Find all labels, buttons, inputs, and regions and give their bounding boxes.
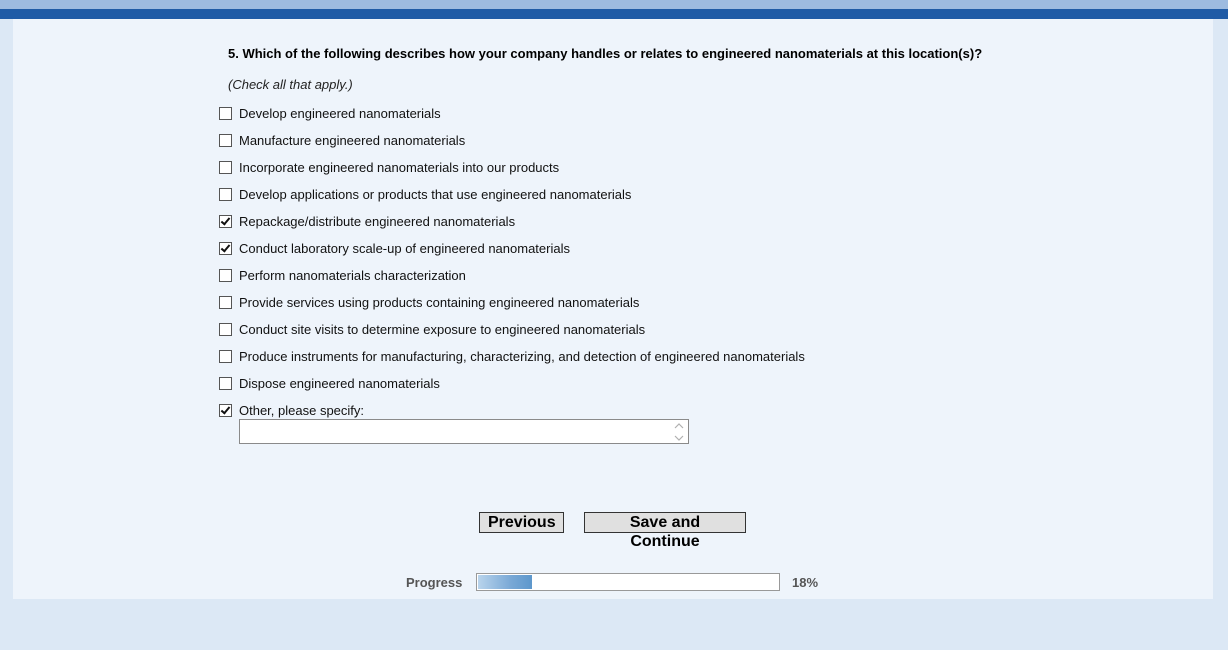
progress-bar [476, 573, 780, 591]
checkbox[interactable] [219, 134, 232, 147]
option-repackage[interactable] [219, 208, 805, 235]
checkbox[interactable] [219, 161, 232, 174]
option-label: Conduct laboratory scale-up of engineered nanomaterials [239, 241, 570, 256]
save-and-continue-button[interactable]: Save and Continue [584, 512, 746, 533]
option-label: Develop engineered nanomaterials [239, 106, 441, 121]
option-instruments[interactable] [219, 343, 805, 370]
scroll-arrows-icon[interactable] [674, 422, 684, 442]
option-manufacture[interactable] [219, 127, 805, 154]
option-label: Manufacture engineered nanomaterials [239, 133, 466, 148]
checkbox[interactable] [219, 377, 232, 390]
option-lab-scale-up[interactable] [219, 235, 805, 262]
checkbox[interactable] [219, 188, 232, 201]
option-label: Other, please specify: [239, 403, 365, 418]
option-label: Provide services using products containing engineered nanomaterials [239, 295, 640, 310]
progress-fill [478, 575, 532, 589]
checkbox[interactable] [219, 107, 232, 120]
option-site-visits[interactable] [219, 316, 805, 343]
progress-percent: 18% [792, 575, 819, 590]
option-develop[interactable] [219, 100, 805, 127]
option-services[interactable] [219, 289, 805, 316]
checkbox[interactable] [219, 323, 232, 336]
checkbox[interactable] [219, 350, 232, 363]
header-bar [0, 9, 1228, 19]
option-develop-applications[interactable] [219, 181, 805, 208]
option-label: Produce instruments for manufacturing, characterizing, and detection of engineered nanomaterials [239, 349, 805, 364]
option-dispose[interactable] [219, 370, 805, 397]
option-label: Dispose engineered nanomaterials [239, 376, 440, 391]
checkbox[interactable] [219, 296, 232, 309]
checkbox[interactable] [219, 242, 232, 255]
other-specify-field[interactable] [239, 419, 689, 444]
progress-label: Progress [406, 575, 463, 590]
option-label: Conduct site visits to determine exposure to engineered nanomaterials [239, 322, 646, 337]
option-incorporate[interactable] [219, 154, 805, 181]
option-label: Incorporate engineered nanomaterials into our products [239, 160, 560, 175]
survey-panel [13, 19, 1213, 599]
header-band [0, 0, 1228, 9]
option-label: Develop applications or products that use engineered nanomaterials [239, 187, 632, 202]
question-instruction: (Check all that apply.) [228, 77, 353, 92]
checkbox[interactable] [219, 215, 232, 228]
checkbox[interactable] [219, 269, 232, 282]
question-title: 5. Which of the following describes how your company handles or relates to engineered nanomaterials at this location(s)? [228, 46, 983, 61]
options-list [219, 100, 805, 424]
option-label: Repackage/distribute engineered nanomaterials [239, 214, 516, 229]
option-label: Perform nanomaterials characterization [239, 268, 466, 283]
option-characterization[interactable] [219, 262, 805, 289]
checkbox[interactable] [219, 404, 232, 417]
previous-button[interactable]: Previous [479, 512, 564, 533]
